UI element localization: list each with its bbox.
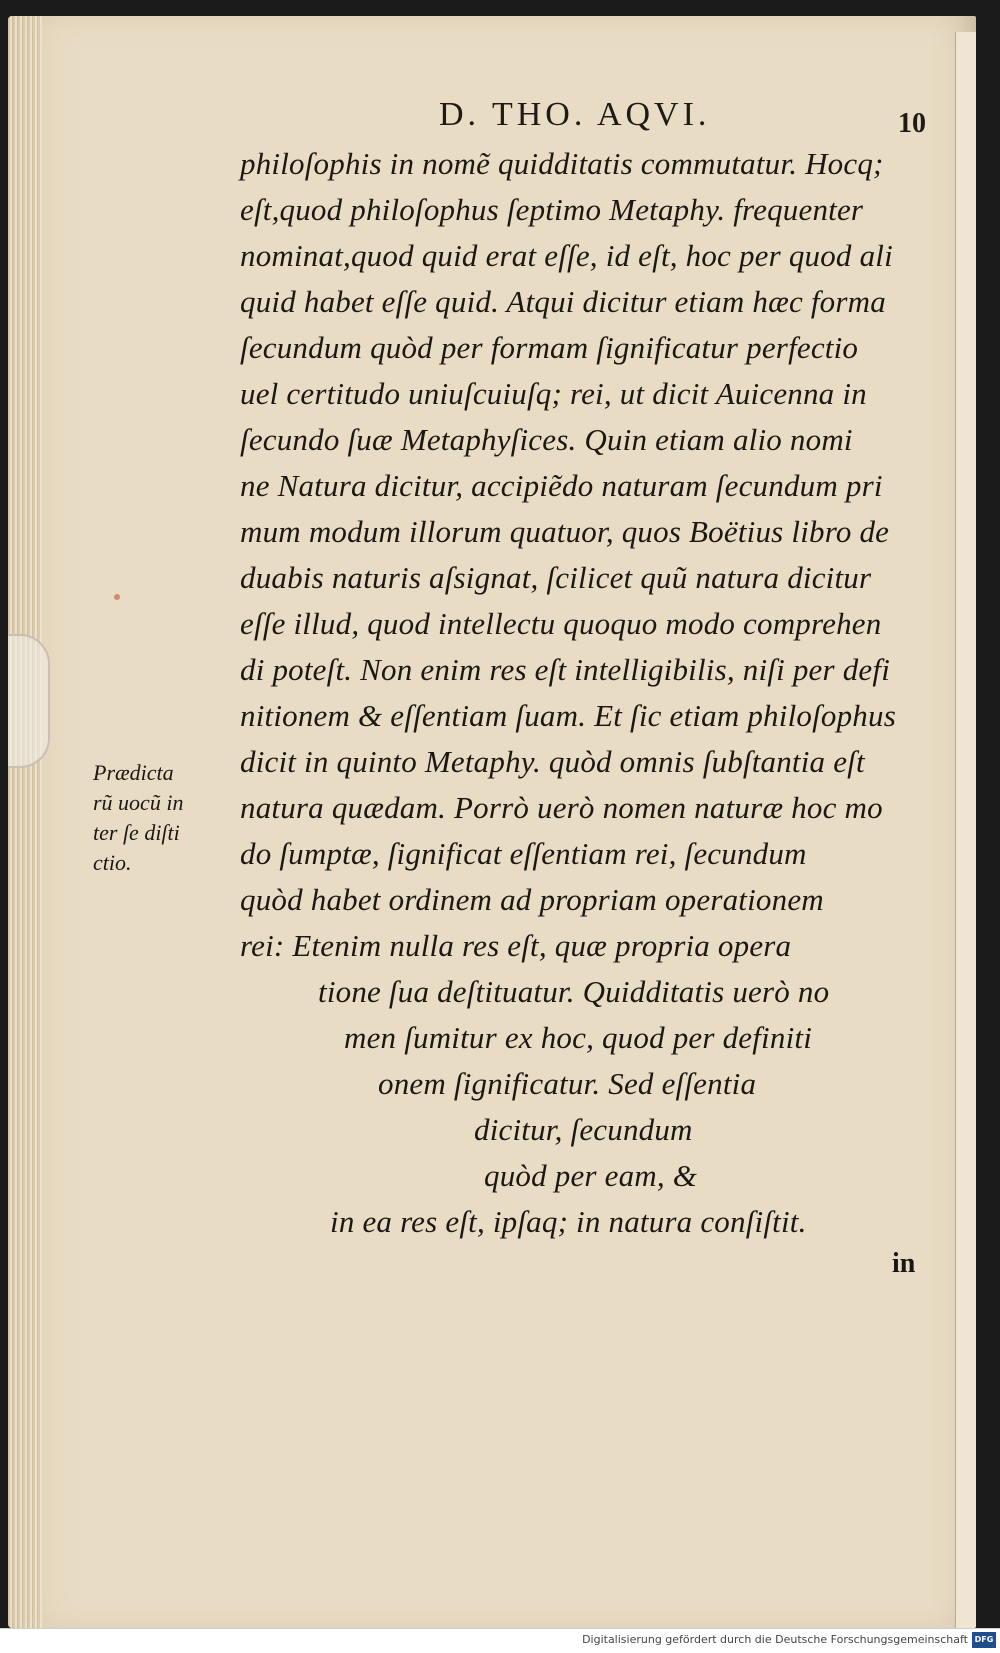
text-line: nominat,quod quid erat eſſe, id eſt, hoc per quod ali	[240, 238, 893, 273]
text-line: in ea res eſt, ipſaq; in natura conſiſtit.	[330, 1204, 807, 1239]
text-line: uel certitudo uniuſcuiuſq; rei, ut dicit Auicenna in	[240, 376, 867, 411]
text-line: ne Natura dicitur, accipiẽdo naturam ſecundum pri	[240, 468, 883, 503]
book-page	[8, 16, 976, 1628]
text-line: dicit in quinto Metaphy. quòd omnis ſubſtantia eſt	[240, 744, 865, 779]
text-line: men ſumitur ex hoc, quod per definiti	[344, 1020, 813, 1055]
text-line: quòd per eam, &	[484, 1158, 698, 1193]
text-line: di poteſt. Non enim res eſt intelligibilis, niſi per defi	[240, 652, 891, 687]
ink-spot	[114, 594, 120, 600]
text-line: eſſe illud, quod intellectu quoquo modo comprehen	[240, 606, 882, 641]
text-line: mum modum illorum quatuor, quos Boëtius libro de	[240, 514, 890, 549]
facing-page-edge	[955, 32, 976, 1628]
margin-note-line: ter ſe diſti	[93, 820, 180, 845]
footer-bar	[0, 1628, 1000, 1653]
text-line: duabis naturis aſsignat, ſcilicet quũ natura dicitur	[240, 560, 872, 595]
text-line: eſt,quod philoſophus ſeptimo Metaphy. frequenter	[240, 192, 864, 227]
dfg-logo: DFG	[972, 1632, 996, 1648]
margin-note-line: rũ uocũ in	[93, 790, 184, 815]
text-line: tione ſua deſtituatur. Quidditatis uerò no	[318, 974, 830, 1009]
clip-tab	[8, 634, 50, 768]
text-line: onem ſignificatur. Sed eſſentia	[378, 1066, 757, 1101]
text-line: quid habet eſſe quid. Atqui dicitur etiam hæc forma	[240, 284, 886, 319]
text-line: do ſumptæ, ſignificat eſſentiam rei, ſecundum	[240, 836, 807, 871]
text-line: natura quædam. Porrò uerò nomen naturæ hoc mo	[240, 790, 883, 825]
text-line: ſecundo ſuæ Metaphyſices. Quin etiam alio nomi	[240, 422, 853, 457]
page-edges	[8, 16, 42, 1628]
text-line: rei: Etenim nulla res eſt, quæ propria opera	[240, 928, 792, 963]
folio-number: 10	[898, 108, 926, 139]
catchword: in	[892, 1248, 916, 1279]
text-line: nitionem & eſſentiam ſuam. Et ſic etiam philoſophus	[240, 698, 896, 733]
footer-credit: Digitalisierung gefördert durch die Deutsche Forschungsgemeinschaft	[582, 1633, 968, 1646]
text-line: philoſophis in nomẽ quidditatis commutatur. Hocq;	[240, 146, 884, 181]
margin-note-line: Prædicta	[93, 760, 174, 785]
text-line: ſecundum quòd per formam ſignificatur perfectio	[240, 330, 859, 365]
text-line: dicitur, ſecundum	[474, 1112, 693, 1147]
margin-note-line: ctio.	[93, 850, 132, 875]
running-head: D. THO. AQVI.	[439, 96, 711, 133]
margin-note	[93, 758, 183, 878]
text-line: quòd habet ordinem ad propriam operationem	[240, 882, 824, 917]
